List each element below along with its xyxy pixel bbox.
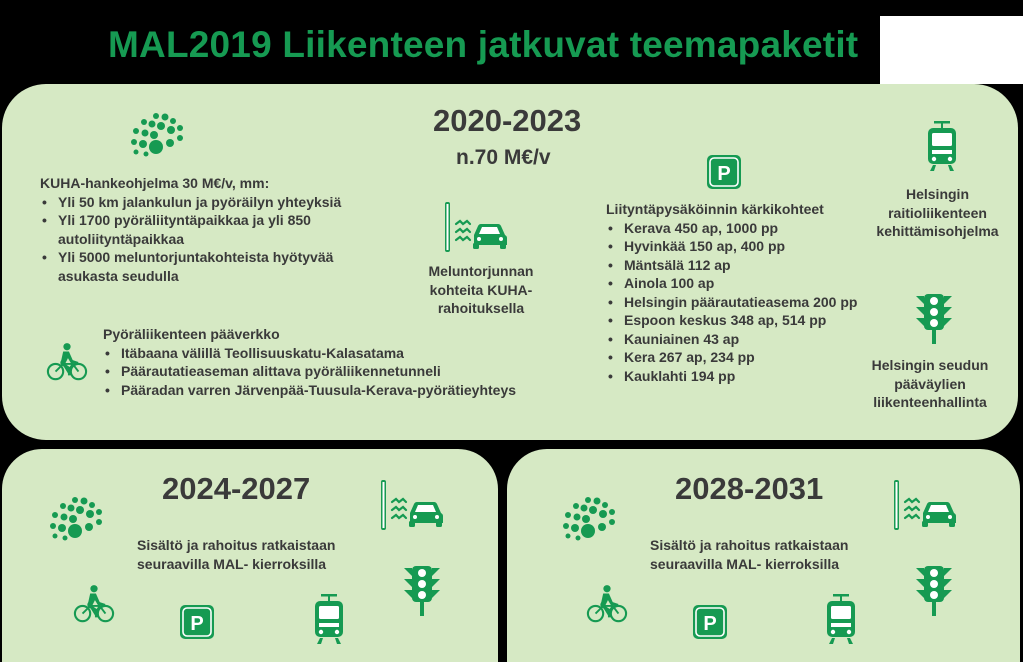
bl-line: seuraavilla MAL- kierroksilla [137, 555, 327, 572]
bicycle-icon [586, 584, 628, 624]
page-title: MAL2019 Liikenteen jatkuvat teemapaketit [108, 24, 859, 65]
parking-item: • Kauniainen 43 ap [606, 330, 906, 349]
tram-line: Helsingin [905, 186, 969, 202]
traffic-line: Helsingin seudun [871, 357, 989, 373]
parking-heading: Liityntäpysäköinnin kärkikohteet [606, 201, 824, 217]
dots-cluster-icon [128, 112, 188, 157]
dots-cluster-icon [560, 496, 620, 541]
tram-icon [927, 121, 957, 171]
br-text [650, 536, 910, 573]
white-box [880, 16, 1023, 84]
noise-barrier-car-icon [893, 480, 957, 530]
tram-line: raitioliikenteen [888, 204, 987, 221]
parking-icon [180, 605, 214, 639]
traffic-light-icon [916, 294, 952, 344]
traffic-line: liikenteenhallinta [873, 394, 987, 410]
period-2028-2031: 2028-2031 [675, 471, 824, 506]
noise-text [410, 262, 552, 318]
period-2024-2027: 2024-2027 [162, 471, 311, 506]
noise-line: rahoituksella [437, 300, 525, 316]
dots-cluster-icon [47, 496, 107, 541]
br-line: seuraavilla MAL- kierroksilla [650, 555, 840, 572]
kuha-block [40, 174, 385, 285]
cycling-heading: Pyöräliikenteen pääverkko [103, 326, 280, 342]
cycling-item: • Pääradan varren Järvenpää-Tuusula-Kerava-pyörätieyhteys [103, 381, 573, 400]
parking-item: • Mäntsälä 112 ap [606, 256, 906, 275]
cycling-item: • Itäbaana välillä Teollisuuskatu-Kalasatama [103, 344, 573, 363]
parking-item: • Kera 267 ap, 234 pp [606, 348, 906, 367]
bicycle-icon [73, 584, 115, 624]
parking-item: • Kauklahti 194 pp [606, 367, 906, 386]
parking-item: • Hyvinkää 150 ap, 400 pp [606, 237, 906, 256]
traffic-light-icon [916, 566, 952, 616]
tram-icon [314, 594, 344, 644]
noise-line: Meluntorjunnan [428, 263, 534, 279]
tram-icon [826, 594, 856, 644]
bl-line: Sisältö ja rahoitus ratkaistaan [137, 537, 336, 553]
kuha-item: • Yli 5000 meluntorjuntakohteista hyötyvää asukasta seudulla [40, 248, 385, 285]
noise-barrier-car-icon [444, 202, 508, 252]
tram-text [855, 185, 1020, 241]
parking-icon [693, 605, 727, 639]
br-line: Sisältö ja rahoitus ratkaistaan [650, 537, 849, 553]
period-2020-2023: 2020-2023 [433, 103, 582, 138]
traffic-line: pääväylien [894, 375, 966, 392]
noise-line: kohteita KUHA- [429, 281, 533, 298]
noise-barrier-car-icon [380, 480, 444, 530]
bl-text [137, 536, 397, 573]
cycling-block [103, 325, 573, 399]
annual-cost: n.70 M€/v [456, 146, 551, 169]
parking-item: • Helsingin päärautatieasema 200 pp [606, 293, 906, 312]
traffic-text [840, 356, 1020, 412]
traffic-light-icon [404, 566, 440, 616]
kuha-item: • Yli 1700 pyöräliityntäpaikkaa ja yli 850 autoliityntäpaikkaa [40, 211, 385, 248]
tram-line: kehittämisohjelma [876, 223, 999, 239]
parking-item: • Ainola 100 ap [606, 274, 906, 293]
cycling-item: • Päärautatieaseman alittava pyöräliikennetunneli [103, 362, 573, 381]
bicycle-icon [46, 342, 88, 382]
parking-icon [707, 155, 741, 189]
kuha-item: • Yli 50 km jalankulun ja pyöräilyn yhteyksiä [40, 193, 385, 212]
kuha-heading: KUHA-hankeohjelma 30 M€/v, mm: [40, 175, 270, 191]
parking-item: • Espoon keskus 348 ap, 514 pp [606, 311, 906, 330]
parking-item: • Kerava 450 ap, 1000 pp [606, 219, 906, 238]
